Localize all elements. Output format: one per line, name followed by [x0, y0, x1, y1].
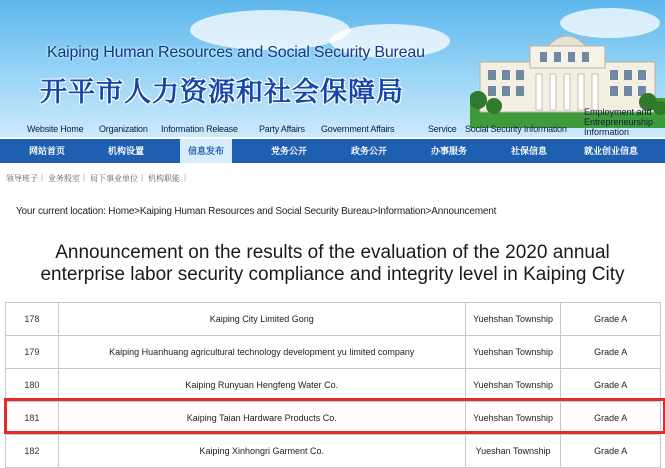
top-link-service[interactable]: Service [428, 124, 457, 134]
top-link-website-home[interactable]: Website Home [27, 124, 84, 134]
grade: Grade A [561, 303, 661, 336]
subnav-separator: | [141, 173, 144, 182]
grade: Grade A [561, 435, 661, 468]
company-name: Kaiping Runyuan Hengfeng Water Co. [58, 369, 465, 402]
township: Yueshan Township [465, 435, 561, 468]
main-nav-bar [0, 139, 665, 163]
top-link-organization[interactable]: Organization [99, 124, 148, 134]
grade: Grade A [561, 402, 661, 435]
sub-nav [0, 170, 665, 188]
company-name: Kaiping Huanhuang agricultural technology development yu limited company [58, 336, 465, 369]
township: Yuehshan Township [465, 369, 561, 402]
nav-item-information-release[interactable]: 信息发布 [180, 139, 232, 163]
table-row-highlighted [6, 402, 661, 435]
breadcrumb[interactable]: Your current location: Home>Kaiping Human Resources and Social Security Bureau>Information>Announcement [16, 206, 497, 217]
header-banner [0, 0, 665, 137]
results-table [5, 302, 661, 468]
announcement-title-line-2: enterprise labor security compliance and integrity level in Kaiping City [40, 264, 625, 285]
subnav-item-leadership[interactable]: 领导班子 [6, 174, 38, 183]
subnav-item-business-units[interactable]: 业务股室 [48, 174, 80, 183]
company-name: Kaiping City Limited Gong [58, 303, 465, 336]
table-row [6, 336, 661, 369]
nav-item-home[interactable]: 网站首页 [29, 146, 66, 156]
nav-item-social-security[interactable]: 社保信息 [511, 146, 548, 156]
nav-item-government-affairs[interactable]: 政务公开 [351, 146, 388, 156]
row-number: 179 [6, 336, 59, 369]
top-link-party-affairs[interactable]: Party Affairs [259, 124, 305, 134]
subnav-separator: | [184, 173, 187, 182]
row-number: 178 [6, 303, 59, 336]
top-links [0, 124, 665, 137]
grade: Grade A [561, 369, 661, 402]
nav-item-employment[interactable]: 就业创业信息 [584, 146, 639, 156]
subnav-separator: | [83, 173, 86, 182]
nav-item-services[interactable]: 办事服务 [431, 146, 468, 156]
subnav-item-functions[interactable]: 机构职能 [148, 174, 180, 183]
company-name: Kaiping Xinhongri Garment Co. [58, 435, 465, 468]
company-name: Kaiping Taian Hardware Products Co. [58, 402, 465, 435]
township: Yuehshan Township [465, 402, 561, 435]
table-row [6, 303, 661, 336]
announcement-title-line-1: Announcement on the results of the evaluation of the 2020 annual [55, 242, 610, 263]
top-link-social-security-information[interactable]: Social Security Information [465, 124, 567, 134]
site-title-en: Kaiping Human Resources and Social Security Bureau [47, 44, 425, 61]
row-number: 182 [6, 435, 59, 468]
table-row [6, 435, 661, 468]
announcement-title [0, 242, 665, 286]
row-number: 181 [6, 402, 59, 435]
top-link-employment-information[interactable]: Employment and Entrepreneurship Information [584, 107, 654, 137]
township: Yuehshan Township [465, 336, 561, 369]
site-title-cn: 开平市人力资源和社会保障局 [40, 77, 404, 107]
subnav-item-affiliated-institutions[interactable]: 局下事业单位 [90, 174, 138, 183]
table-row [6, 369, 661, 402]
top-link-government-affairs[interactable]: Government Affairs [321, 124, 395, 134]
subnav-separator: | [41, 173, 44, 182]
township: Yuehshan Township [465, 303, 561, 336]
nav-item-party-affairs[interactable]: 党务公开 [271, 146, 308, 156]
nav-item-organization[interactable]: 机构设置 [108, 146, 145, 156]
top-link-information-release[interactable]: Information Release [161, 124, 238, 134]
row-number: 180 [6, 369, 59, 402]
grade: Grade A [561, 336, 661, 369]
